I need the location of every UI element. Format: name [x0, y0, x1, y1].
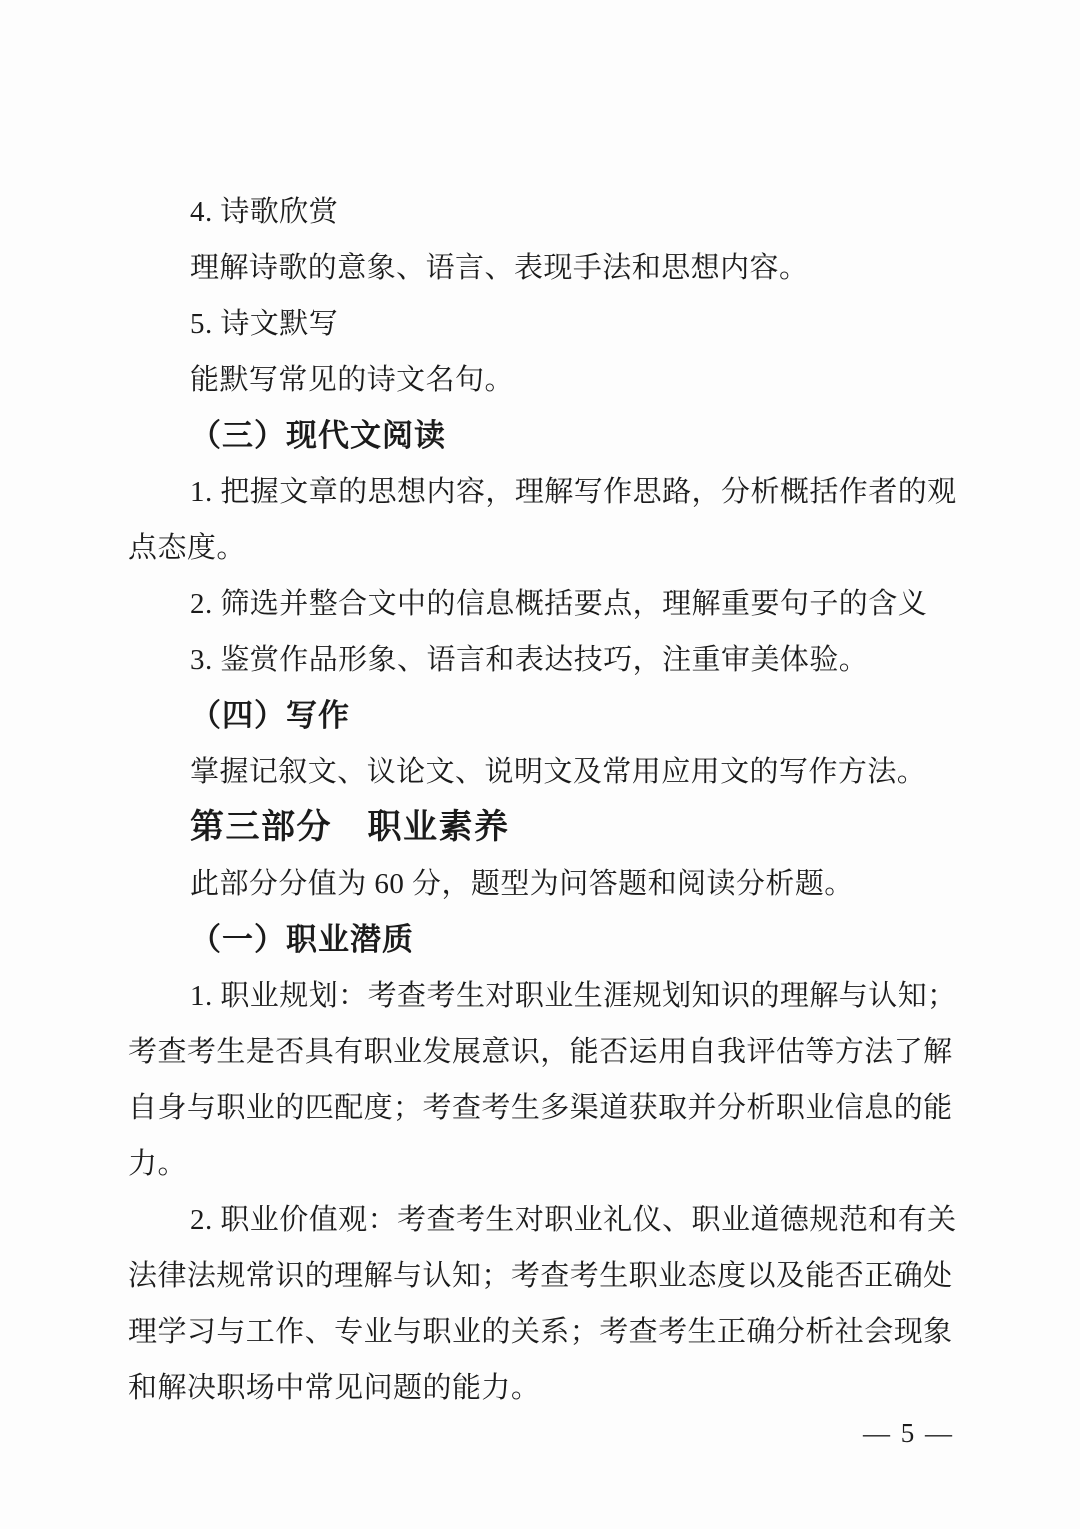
sub-heading: （四）写作 — [190, 698, 350, 733]
text-line: 3. 鉴赏作品形象、语言和表达技巧，注重审美体验。 — [190, 644, 869, 676]
page-number: — 5 — — [863, 1418, 954, 1448]
text-line: 掌握记叙文、议论文、说明文及常用应用文的写作方法。 — [190, 756, 927, 788]
section-heading: 第三部分 职业素养 — [190, 809, 510, 846]
text-line: 自身与职业的匹配度；考查考生多渠道获取并分析职业信息的能 — [128, 1092, 953, 1124]
document-body — [128, 184, 956, 1416]
text-line: 法律法规常识的理解与认知；考查考生职业态度以及能否正确处 — [128, 1260, 953, 1292]
text-line: 考查考生是否具有职业发展意识，能否运用自我评估等方法了解 — [128, 1036, 953, 1068]
text-line: 和解决职场中常见问题的能力。 — [128, 1372, 541, 1404]
text-line: 2. 职业价值观：考查考生对职业礼仪、职业道德规范和有关 — [190, 1204, 957, 1236]
text-line: 理解诗歌的意象、语言、表现手法和思想内容。 — [190, 252, 809, 284]
text-line: 1. 职业规划：考查考生对职业生涯规划知识的理解与认知； — [190, 980, 957, 1012]
text-line: 力。 — [128, 1148, 187, 1180]
sub-heading: （三）现代文阅读 — [190, 418, 446, 453]
text-line: 理学习与工作、专业与职业的关系；考查考生正确分析社会现象 — [128, 1316, 953, 1348]
sub-heading: （一）职业潜质 — [190, 922, 414, 957]
text-line: 5. 诗文默写 — [190, 308, 339, 340]
text-line: 1. 把握文章的思想内容，理解写作思路，分析概括作者的观 — [190, 476, 957, 508]
text-line: 能默写常见的诗文名句。 — [190, 364, 514, 396]
text-line: 点态度。 — [128, 532, 246, 564]
text-line: 4. 诗歌欣赏 — [190, 196, 339, 228]
text-line: 此部分分值为 60 分，题型为问答题和阅读分析题。 — [190, 868, 854, 900]
text-line: 2. 筛选并整合文中的信息概括要点，理解重要句子的含义 — [190, 588, 928, 620]
